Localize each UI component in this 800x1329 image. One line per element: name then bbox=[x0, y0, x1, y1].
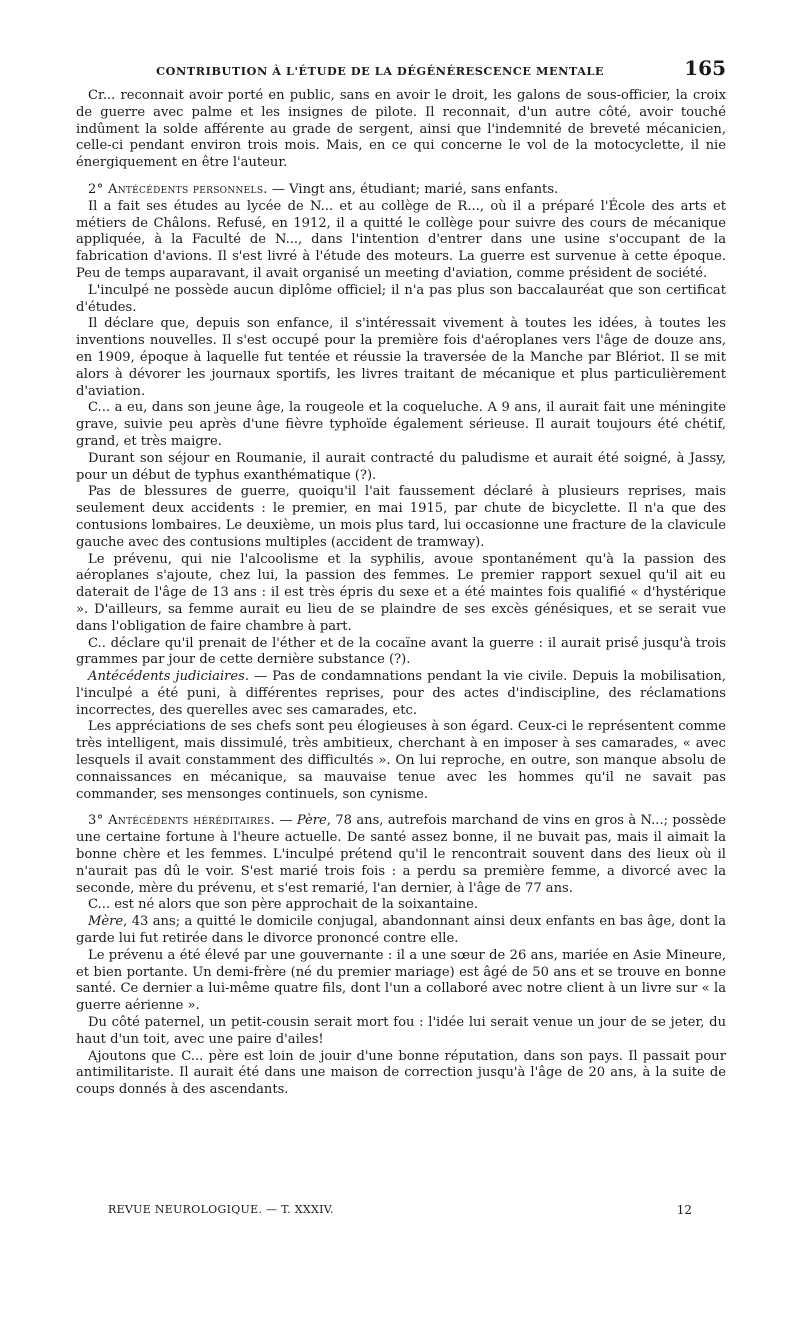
page-footer bbox=[108, 1203, 692, 1217]
paragraph: Ajoutons que C... père est loin de jouir d'une bonne réputation, dans son pays. Il passait pour antimilitariste. Il aurait été dans une maison de correction jusqu'à l'âge de 20 ans, à la suite de coups donnés à des ascendants. bbox=[76, 1048, 726, 1098]
paragraph: Il déclare que, depuis son enfance, il s'intéressait vivement à toutes les idées, à toutes les inventions nouvelles. Il s'est occupé pour la première fois d'aéroplanes vers l'âge de douze ans, en 1909, époque à laquelle fut tentée et réussie la traversée de la Manche par Blériot. Il se mit alors à dévorer les journaux sportifs, les livres traitant de mécanique et plus particulièrement d'aviation. bbox=[76, 316, 726, 399]
paragraph: C... a eu, dans son jeune âge, la rougeole et la coqueluche. A 9 ans, il aurait fait une méningite grave, suivie peu après d'une fièvre typhoïde également sérieuse. Il aurait toujours été chétif, grand, et très maigre. bbox=[76, 400, 726, 449]
section-intro: — Vingt ans, étudiant; marié, sans enfants. bbox=[267, 181, 559, 197]
subsection-heading: Père bbox=[296, 813, 327, 829]
body-text bbox=[76, 88, 726, 1099]
paragraph: Pas de blessures de guerre, quoiqu'il l'ait faussement déclaré à plusieurs reprises, mais seulement deux accidents : le premier, en mai 1915, par chute de bicyclette. Il n'a que des contusions lombaires. Le deuxième, un mois plus tard, lui occasionne une fracture de la clavicule gauche avec des contusions multiples (accident de tramway). bbox=[76, 484, 726, 550]
paragraph: Le prévenu, qui nie l'alcoolisme et la syphilis, avoue spontanément qu'à la passion des aéroplanes s'ajoute, chez lui, la passion des femmes. Le premier rapport sexuel qu'il ait eu daterait de l'âge de 13 ans : il est très épris du sexe et a été maintes fois qualifié « d'hystérique ». D'ailleurs, sa femme aurait eu lieu de se plaindre de ses excès génésiques, et se serait vue dans l'obligation de faire chambre à part. bbox=[76, 551, 726, 634]
running-title: CONTRIBUTION À L'ÉTUDE DE LA DÉGÉNÉRESCENCE MENTALE bbox=[156, 64, 605, 78]
paragraph: Les appréciations de ses chefs sont peu élogieuses à son égard. Ceux-ci le représentent comme très intelligent, mais dissimulé, très ambitieux, cherchant à en imposer à ses camarades, « avec lesquels il avait constamment des difficultés ». On lui reproche, en outre, son manque absolu de connaissances en mécanique, sa mauvaise tenue avec les hommes qu'il ne savait pas commander, ses mensonges continuels, son cynisme. bbox=[76, 719, 726, 802]
running-head bbox=[76, 56, 726, 80]
section-personal-history bbox=[76, 182, 726, 199]
section-hereditary-history bbox=[76, 813, 726, 897]
paragraph: C... est né alors que son père approchait de la soixantaine. bbox=[88, 897, 479, 913]
paragraph-text: , 78 ans, autrefois marchand de vins en gros à N...; possède une certaine fortune à l'heure actuelle. De santé assez bonne, il ne buvait pas, mais il aimait la bonne chère et les femmes. L'inculpé prétend qu'il le rencontrait souvent dans des lieux où il n'aurait pas dû le voir. S'est marié trois fois : a perdu sa première femme, a divorcé avec la seconde, mère du prévenu, et s'est remarié, l'an dernier, à l'âge de 77 ans. bbox=[76, 813, 726, 896]
subsection-heading: Mère bbox=[88, 914, 124, 930]
paragraph-text: , 43 ans; a quitté le domicile conjugal, abandonnant ainsi deux enfants en bas âge, dont la garde lui fut retirée dans le divorce prononcé contre elle. bbox=[76, 914, 726, 947]
paragraph: L'inculpé ne possède aucun diplôme officiel; il n'a pas plus son baccalauréat que son certificat d'études. bbox=[76, 282, 726, 315]
paragraph: Du côté paternel, un petit-cousin serait mort fou : l'idée lui serait venue un jour de se jeter, du haut d'un toit, avec une paire d'ailes! bbox=[76, 1015, 726, 1047]
dash: — bbox=[274, 813, 297, 829]
paragraph: Durant son séjour en Roumanie, il aurait contracté du paludisme et aurait été soigné, à Jassy, pour un début de typhus exanthématique (?). bbox=[76, 450, 726, 483]
paragraph: Il a fait ses études au lycée de N... et au collège de R..., où il a préparé l'École des arts et métiers de Châlons. Refusé, en 1912, il a quitté le collège pour suivre des cours de mécanique appliquée, à la Faculté de N..., dans l'intention d'entrer dans une usine s'occupant de la fabrication d'avions. Il s'est livré à l'étude des moteurs. La guerre est survenue à cette époque. Peu de temps auparavant, il avait organisé un meeting d'aviation, comme président de société. bbox=[76, 198, 726, 281]
paragraph: C.. déclare qu'il prenait de l'éther et de la cocaïne avant la guerre : il aurait prisé jusqu'à trois grammes par jour de cette dernière substance (?). bbox=[76, 635, 726, 668]
page-number: 165 bbox=[684, 56, 726, 80]
section-heading: 3° Antécédents héréditaires. bbox=[88, 813, 275, 829]
paragraph-judicial bbox=[76, 669, 726, 719]
paragraph: Cr... reconnait avoir porté en public, sans en avoir le droit, les galons de sous-officier, la croix de guerre avec palme et les insignes de pilote. Il reconnait, d'un autre côté, avoir touché indûment la solde afférente au grade de sergent, ainsi que l'indemnité de breveté mécanicien, celle-ci pendant environ trois mois. Mais, en ce qui concerne le vol de la motocyclette, il nie énergiquement en être l'auteur. bbox=[76, 88, 726, 171]
paragraph-text: — Pas de condamnations pendant la vie civile. Depuis la mobilisation, l'inculpé a été puni, à différentes reprises, pour des actes d'indiscipline, des réclamations incorrectes, des querelles avec ses camarades, etc. bbox=[76, 669, 727, 718]
paragraph-mother bbox=[76, 914, 726, 948]
section-heading: 2° Antécédents personnels. bbox=[88, 181, 268, 197]
paragraph: Le prévenu a été élevé par une gouvernante : il a une sœur de 26 ans, mariée en Asie Mineure, et bien portante. Un demi-frère (né du premier mariage) est âgé de 50 ans et se trouve en bonne santé. Ce dernier a lui-même quatre fils, dont l'un a collaboré avec notre client à un livre sur « la guerre aérienne ». bbox=[76, 947, 726, 1014]
journal-reference: REVUE NEUROLOGIQUE. — T. XXXIV. bbox=[108, 1203, 334, 1216]
signature-mark: 12 bbox=[676, 1203, 692, 1217]
subsection-heading: Antécédents judiciaires. bbox=[88, 669, 250, 685]
